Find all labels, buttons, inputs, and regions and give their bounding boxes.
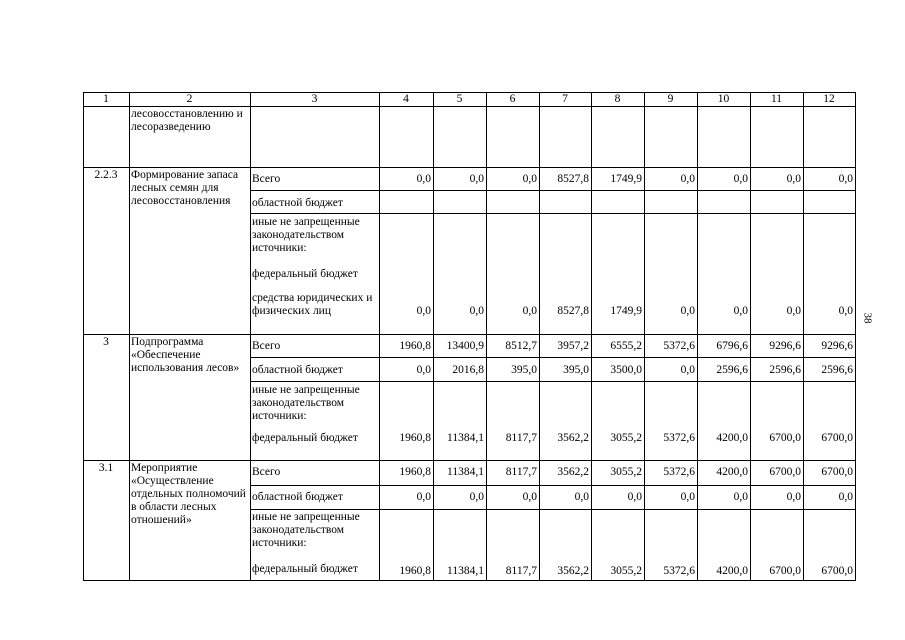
table-rule [855, 92, 856, 581]
value-cell: 8117,7 [505, 432, 537, 444]
value-cell: 0,0 [680, 173, 695, 185]
value-cell: 1749,9 [610, 305, 642, 317]
value-cell: 0,0 [733, 491, 748, 503]
value-cell: 0,0 [838, 491, 853, 503]
source-jur: средства юридических и физических лиц [252, 292, 373, 317]
table-rule [83, 106, 856, 107]
row-name: Формирование запаса лесных семян для лесовосстановления [131, 169, 239, 207]
value-cell: 8527,8 [557, 305, 589, 317]
header-col-10: 10 [717, 93, 730, 105]
value-cell: 4200,0 [716, 432, 748, 444]
value-cell: 0,0 [786, 305, 801, 317]
value-cell: 1960,8 [399, 565, 431, 577]
value-cell: 1960,8 [399, 432, 431, 444]
table-rule [486, 92, 487, 580]
row-name: Подпрограмма «Обеспечение использования лесов» [131, 336, 240, 374]
table-rule [433, 92, 434, 580]
value-cell: 6700,0 [769, 565, 801, 577]
value-cell: 11384,1 [447, 466, 484, 478]
value-cell: 5372,6 [663, 340, 695, 352]
page-number: 38 [861, 312, 874, 324]
value-cell: 0,0 [680, 364, 695, 376]
value-cell: 5372,6 [663, 432, 695, 444]
source-inye: иные не запрещенные законодательством источники: [252, 216, 360, 254]
table-rule [83, 460, 856, 461]
value-cell: 0,0 [786, 173, 801, 185]
value-cell: 3055,2 [610, 565, 642, 577]
header-col-4: 4 [403, 93, 409, 105]
value-cell: 6700,0 [821, 565, 853, 577]
table-rule [697, 92, 698, 580]
value-cell: 8512,7 [505, 340, 537, 352]
source-federal: федеральный бюджет [252, 432, 358, 444]
header-col-8: 8 [614, 93, 621, 105]
value-cell: 2016,8 [452, 364, 484, 376]
table-rule [250, 485, 856, 486]
value-cell: 6700,0 [769, 466, 801, 478]
table-rule [129, 92, 130, 580]
table-rule [591, 92, 592, 580]
value-cell: 0,0 [416, 364, 431, 376]
value-cell: 3055,2 [610, 432, 642, 444]
source-federal: федеральный бюджет [252, 268, 358, 280]
source-oblast: областной бюджет [252, 491, 343, 503]
value-cell: 0,0 [522, 173, 537, 185]
value-cell: 1749,9 [610, 173, 642, 185]
value-cell: 9296,6 [769, 340, 801, 352]
header-col-5: 5 [456, 93, 463, 105]
table-rule [250, 357, 856, 358]
table-rule [644, 92, 645, 580]
value-cell: 8117,7 [505, 565, 537, 577]
value-cell: 0,0 [680, 305, 695, 317]
value-cell: 2596,6 [821, 364, 853, 376]
value-cell: 3500,0 [610, 364, 642, 376]
source-federal: федеральный бюджет [252, 563, 358, 575]
value-cell: 0,0 [522, 305, 537, 317]
source-vsego: Всего [252, 466, 281, 478]
value-cell: 13400,9 [446, 340, 484, 352]
value-cell: 395,0 [563, 364, 589, 376]
value-cell: 2596,6 [769, 364, 801, 376]
table-rule [83, 167, 856, 168]
row-code: 3 [103, 336, 109, 348]
value-cell: 3957,2 [557, 340, 589, 352]
header-col-1: 1 [103, 93, 109, 105]
source-inye: иные не запрещенные законодательством источники: [252, 511, 360, 549]
row-name: Мероприятие «Осуществление отдельных полномочий в области лесных отношений» [131, 462, 246, 526]
value-cell: 0,0 [416, 491, 431, 503]
header-col-7: 7 [562, 93, 568, 105]
value-cell: 0,0 [574, 491, 589, 503]
table-rule [803, 92, 804, 580]
row-name: лесовосстановлению и лесоразведению [131, 108, 243, 133]
value-cell: 0,0 [838, 173, 853, 185]
header-col-11: 11 [770, 93, 783, 105]
value-cell: 2596,6 [716, 364, 748, 376]
value-cell: 4200,0 [716, 466, 748, 478]
value-cell: 0,0 [733, 173, 748, 185]
row-code: 3.1 [98, 462, 114, 474]
source-oblast: областной бюджет [252, 364, 343, 376]
value-cell: 1960,8 [399, 466, 431, 478]
value-cell: 3055,2 [610, 466, 642, 478]
table-rule [379, 92, 380, 580]
value-cell: 3562,2 [557, 565, 589, 577]
table-rule [750, 92, 751, 580]
value-cell: 3562,2 [557, 432, 589, 444]
value-cell: 0,0 [469, 491, 484, 503]
header-col-9: 9 [667, 93, 674, 105]
value-cell: 5372,6 [663, 466, 695, 478]
table-rule [250, 213, 856, 214]
value-cell: 11384,1 [447, 565, 484, 577]
header-col-3: 3 [311, 93, 318, 105]
value-cell: 395,0 [511, 364, 537, 376]
value-cell: 0,0 [627, 491, 642, 503]
value-cell: 6700,0 [821, 432, 853, 444]
table-rule [539, 92, 540, 580]
value-cell: 8527,8 [557, 173, 589, 185]
value-cell: 5372,6 [663, 565, 695, 577]
value-cell: 9296,6 [821, 340, 853, 352]
value-cell: 0,0 [680, 491, 695, 503]
table-rule [250, 509, 856, 510]
value-cell: 3562,2 [557, 466, 589, 478]
row-code: 2.2.3 [94, 169, 118, 181]
source-oblast: областной бюджет [252, 197, 343, 209]
value-cell: 0,0 [469, 305, 484, 317]
source-vsego: Всего [252, 340, 281, 352]
header-col-6: 6 [509, 93, 516, 105]
table-rule [83, 334, 856, 335]
value-cell: 0,0 [469, 173, 484, 185]
value-cell: 1960,8 [399, 340, 431, 352]
value-cell: 4200,0 [716, 565, 748, 577]
value-cell: 6700,0 [769, 432, 801, 444]
value-cell: 0,0 [733, 305, 748, 317]
value-cell: 11384,1 [447, 432, 484, 444]
value-cell: 0,0 [416, 173, 431, 185]
value-cell: 0,0 [838, 305, 853, 317]
value-cell: 0,0 [786, 491, 801, 503]
source-vsego: Всего [252, 173, 281, 185]
table-rule [250, 92, 251, 580]
value-cell: 0,0 [522, 491, 537, 503]
value-cell: 8117,7 [505, 466, 537, 478]
table-rule [250, 381, 856, 382]
header-col-12: 12 [823, 93, 835, 105]
value-cell: 6555,2 [610, 340, 642, 352]
table-rule [250, 190, 856, 191]
value-cell: 6796,6 [716, 340, 748, 352]
header-col-2: 2 [186, 93, 193, 105]
value-cell: 6700,0 [821, 466, 853, 478]
value-cell: 0,0 [416, 305, 431, 317]
table-rule [83, 580, 856, 581]
source-inye: иные не запрещенные законодательством источники: [252, 384, 360, 422]
